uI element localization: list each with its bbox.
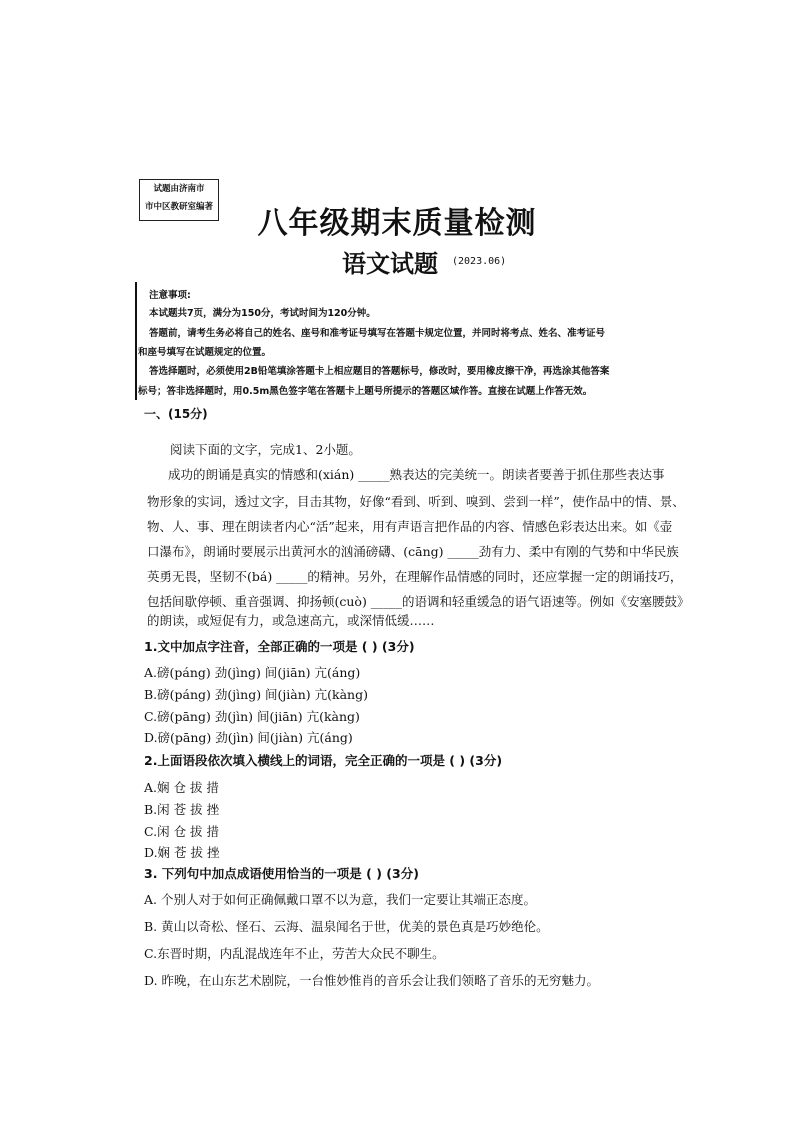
question-1-option-b: B.磅(páng) 劲(jìng) 间(jiàn) 亢(kàng) <box>144 687 368 702</box>
question-1-option-d: D.磅(pāng) 劲(jìn) 间(jiàn) 亢(áng) <box>144 730 353 745</box>
notice-line: 答题前，请考生务必将自己的姓名、座号和准考证号填写在答题卡规定位置，并同时将考点、姓名、准考证号 <box>149 328 606 339</box>
question-3-stem: 3. 下列句中加点成语使用恰当的一项是 ( ) (3分) <box>144 866 419 881</box>
exam-subtitle: 语文试题 <box>342 250 438 278</box>
passage-instruction: 阅读下面的文字，完成1、2小题。 <box>170 442 361 457</box>
passage-line: 英勇无畏，坚韧不(bá) _____的精神。另外，在理解作品情感的同时，还应掌握一定的朗诵技巧， <box>147 569 683 584</box>
question-1-option-c: C.磅(pāng) 劲(jìn) 间(jiān) 亢(kàng) <box>144 709 360 724</box>
notice-line: 和座号填写在试题规定的位置。 <box>138 347 272 358</box>
passage-line: 包括间歇停顿、重音强调、抑扬顿(cuò) _____的语调和轻重缓急的语气语速等。例如《安塞腰鼓》 <box>147 594 690 609</box>
margin-line <box>135 282 137 400</box>
question-3-option-d: D. 昨晚，在山东艺术剧院，一台惟妙惟肖的音乐会让我们领略了音乐的无穷魅力。 <box>144 973 600 988</box>
question-3-option-c: C.东晋时期，内乱混战连年不止，劳苦大众民不聊生。 <box>144 946 445 961</box>
passage-line: 的朗读，或短促有力，或急速高亢，或深情低缓…… <box>147 613 435 628</box>
question-1-stem: 1.文中加点字注音，全部正确的一项是 ( ) (3分) <box>144 639 415 654</box>
stamp-line-2: 市中区教研室编著 <box>144 202 213 212</box>
section-heading: 一、(15分) <box>144 407 208 421</box>
passage-line: 口瀑布》，朗诵时要展示出黄河水的汹涌磅礴、(cāng) _____劲有力、柔中有刚的气势和中华民族 <box>147 544 679 559</box>
question-1-option-a: A.磅(páng) 劲(jìng) 间(jiān) 亢(áng) <box>144 665 361 680</box>
notice-heading: 注意事项: <box>149 290 191 301</box>
question-2-option-a: A.娴 仓 拔 措 <box>144 780 219 795</box>
question-2-stem: 2.上面语段依次填入横线上的词语，完全正确的一项是 ( ) (3分) <box>144 753 503 768</box>
passage-line: 物、人、事、理在朗读者内心“活”起来，用有声语言把作品的内容、情感色彩表达出来。如《壶 <box>147 519 673 534</box>
exam-title: 八年级期末质量检测 <box>257 206 537 241</box>
question-2-option-b: B.闲 苍 拔 挫 <box>144 802 220 817</box>
question-2-option-c: C.闲 仓 拔 措 <box>144 824 220 839</box>
notice-line: 标号；答非选择题时，用0.5m黑色签字笔在答题卡上题号所提示的答题区域作答。直接在试题上作答无效。 <box>138 386 593 397</box>
exam-date: (2023.06) <box>452 256 507 267</box>
question-2-option-d: D.娴 苍 拔 挫 <box>144 845 220 860</box>
stamp-line-1: 试题由济南市 <box>153 184 205 194</box>
question-3-option-a: A. 个别人对于如何正确佩戴口罩不以为意，我们一定要让其端正态度。 <box>144 892 536 907</box>
question-3-option-b: B. 黄山以奇松、怪石、云海、温泉闻名于世，优美的景色真是巧妙绝伦。 <box>144 919 549 934</box>
notice-line: 本试题共7页，满分为150分，考试时间为120分钟。 <box>149 308 376 319</box>
passage-line: 成功的朗诵是真实的情感和(xián) _____熟表达的完美统一。朗读者要善于抓住那些表达事 <box>168 467 665 482</box>
notice-line: 答选择题时，必须使用2B铅笔填涂答题卡上相应题目的答题标号，修改时，要用橡皮擦干净，再选涂其他答案 <box>149 366 610 377</box>
passage-line: 物形象的实词，透过文字，目击其物，好像“看到、听到、嗅到、尝到一样”，使作品中的情、景、 <box>147 494 685 509</box>
